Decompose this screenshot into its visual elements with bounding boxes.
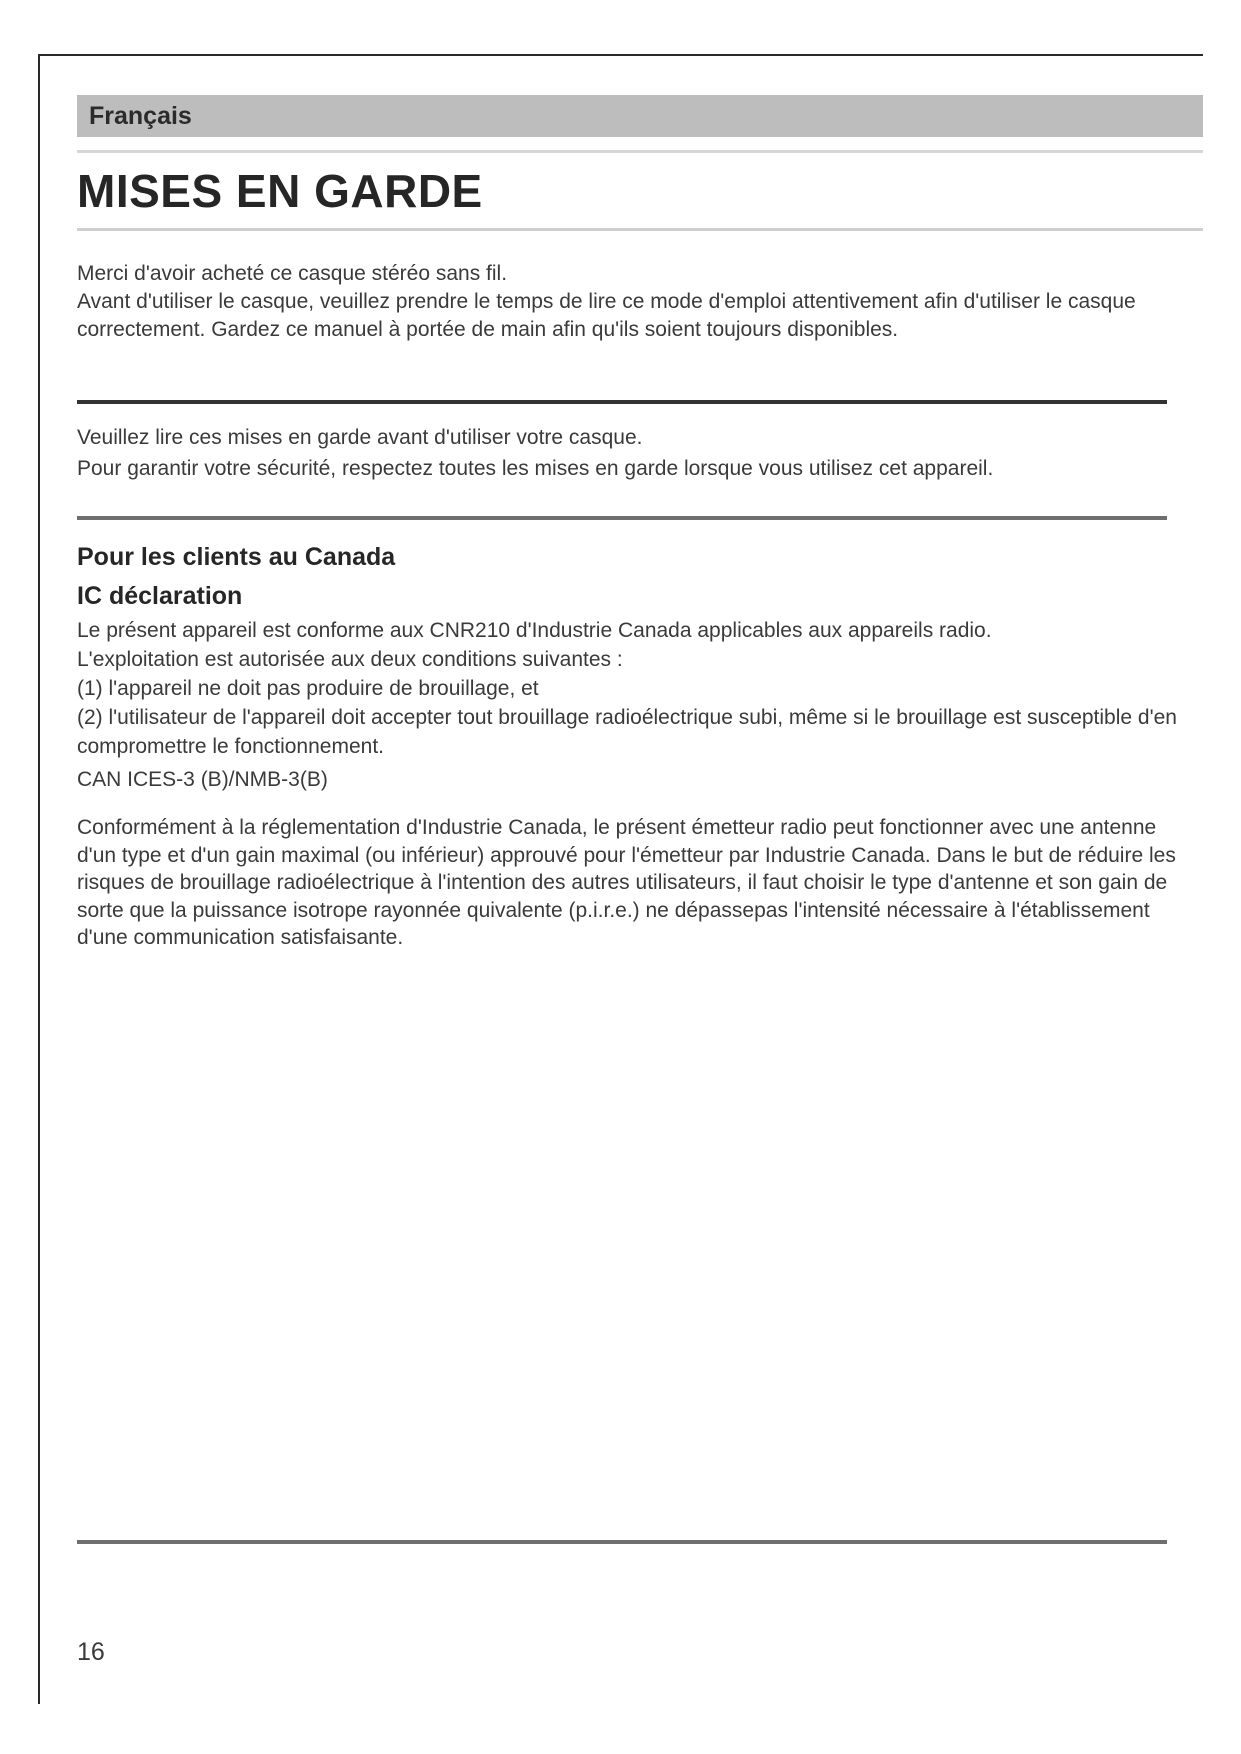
ic-paragraph-1: Le présent appareil est conforme aux CNR210 d'Industrie Canada applicables aux appareils radio. bbox=[77, 619, 992, 642]
page-title: MISES EN GARDE bbox=[77, 165, 483, 217]
section-heading-canada: Pour les clients au Canada bbox=[77, 543, 396, 571]
ic-paragraph-5: CAN ICES-3 (B)/NMB-3(B) bbox=[77, 768, 328, 791]
page-number: 16 bbox=[77, 1638, 105, 1666]
intro-line-2: Avant d'utiliser le casque, veuillez prendre le temps de lire ce mode d'emploi attentivement afin d'utiliser le casque correctement. Gardez ce manuel à portée de main afin qu'ils soient toujours disponibles. bbox=[77, 290, 1136, 341]
page-frame-left bbox=[38, 54, 40, 1704]
divider bbox=[77, 150, 1203, 153]
warning-line-1: Veuillez lire ces mises en garde avant d'utiliser votre casque. bbox=[77, 426, 643, 449]
language-banner: Français bbox=[77, 95, 1203, 137]
section-subheading-ic: IC déclaration bbox=[77, 582, 243, 610]
intro-line-1: Merci d'avoir acheté ce casque stéréo sans fil. bbox=[77, 262, 508, 285]
footer-divider bbox=[77, 1540, 1167, 1544]
divider bbox=[77, 400, 1167, 404]
ic-paragraph-3: (1) l'appareil ne doit pas produire de brouillage, et bbox=[77, 677, 539, 700]
ic-paragraph-6: Conformément à la réglementation d'Industrie Canada, le présent émetteur radio peut fonctionner avec une antenne d'un type et d'un gain maximal (ou inférieur) approuvé pour l'émetteur par Industrie Canada. Dans le but de réduire les risques de brouillage radioélectrique à l'intention des autres utilisateurs, il faut choisir le type d'antenne et son gain de sorte que la puissance isotrope rayonnée quivalente (p.i.r.e.) ne dépassepas l'intensité nécessaire à l'établissement d'une communication satisfaisante. bbox=[77, 816, 1176, 949]
divider bbox=[77, 516, 1167, 520]
intro-text bbox=[77, 260, 1167, 344]
page-frame-top bbox=[38, 54, 1203, 56]
ic-declaration-text bbox=[77, 616, 1187, 794]
divider bbox=[77, 228, 1203, 231]
ic-paragraph-2: L'exploitation est autorisée aux deux conditions suivantes : bbox=[77, 648, 623, 671]
ic-paragraph-4: (2) l'utilisateur de l'appareil doit accepter tout brouillage radioélectrique subi, même si le brouillage est susceptible d'en compromettre le fonctionnement. bbox=[77, 706, 1177, 758]
warning-line-2: Pour garantir votre sécurité, respectez toutes les mises en garde lorsque vous utilisez cet appareil. bbox=[77, 457, 994, 480]
warning-text bbox=[77, 422, 1187, 484]
